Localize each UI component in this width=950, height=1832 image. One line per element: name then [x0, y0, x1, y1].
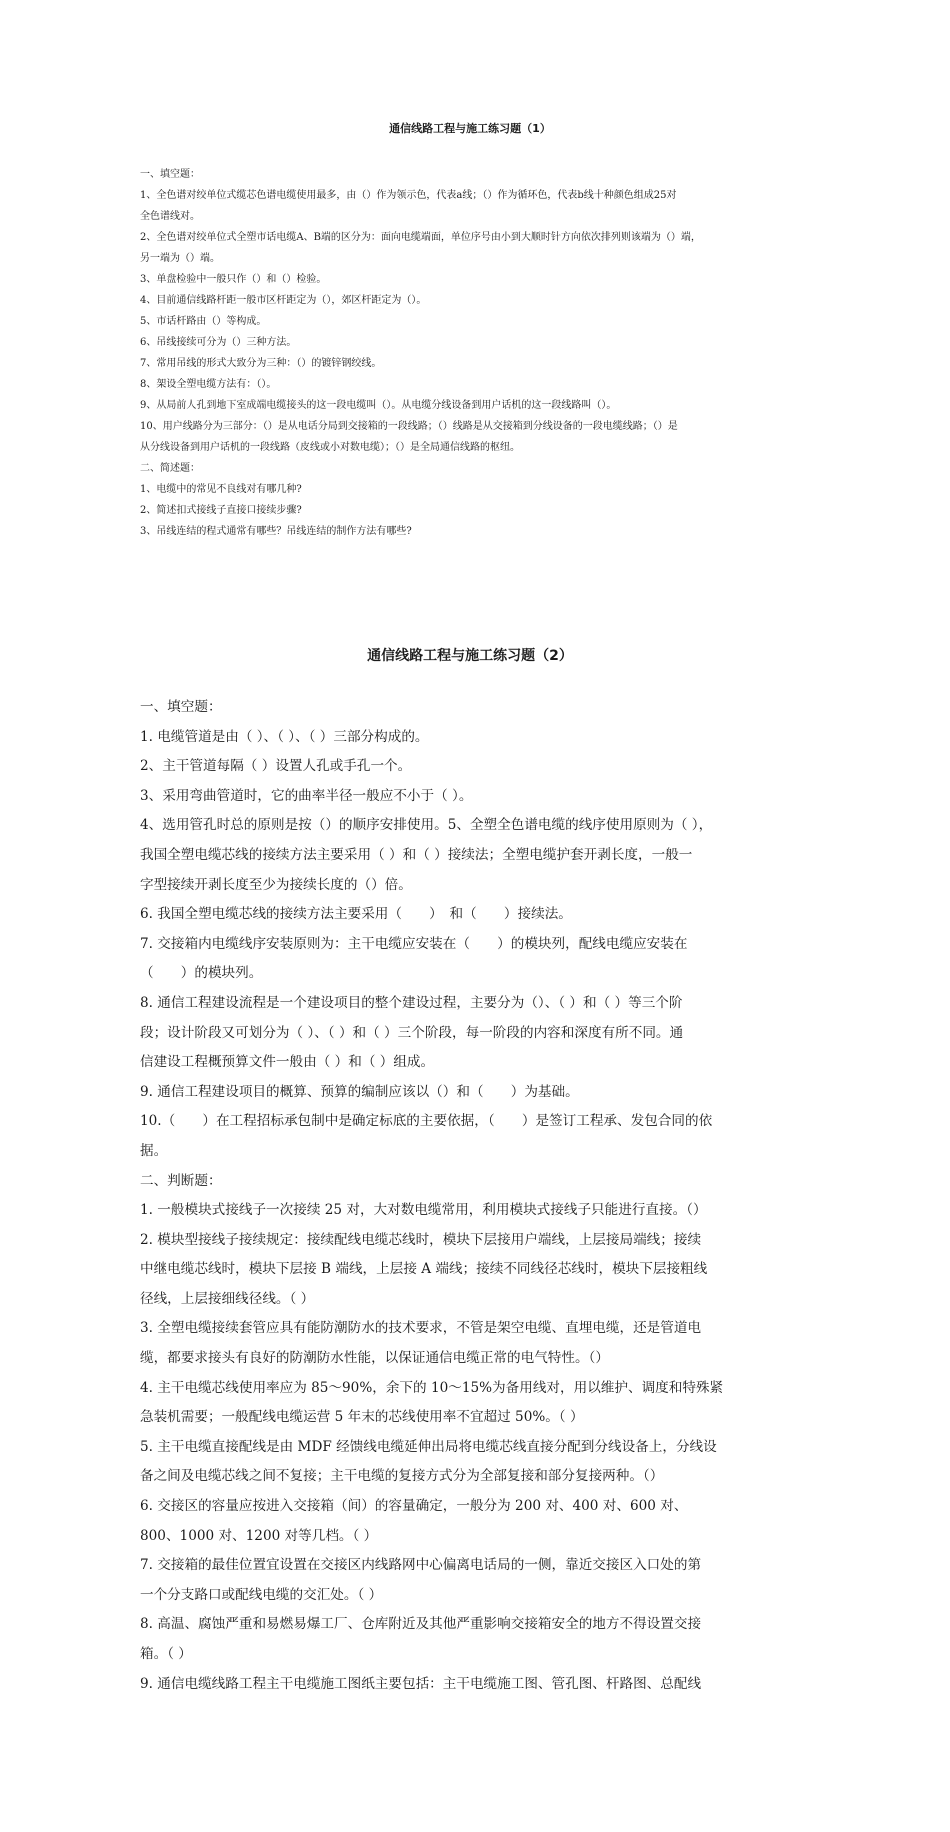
text-line: 8. 通信工程建设流程是一个建设项目的整个建设过程，主要分为（）、（ ）和（ ）等三个阶: [140, 994, 683, 1011]
text-line: 2、主干管道每隔（ ）设置人孔或手孔一个。: [140, 758, 412, 775]
text-line: 1. 一般模块式接线子一次接续 25 对，大对数电缆常用，利用模块式接线子只能进行直接。（）: [140, 1202, 707, 1219]
fill-section-heading: 一、填空题：: [140, 169, 200, 180]
fill-section-heading: 一、填空题：: [140, 699, 222, 715]
text-line: 径线，上层接细线径线。（ ）: [140, 1290, 315, 1307]
short-question-2: 2、简述扣式接线子直接口接续步骤?: [140, 505, 302, 516]
text-line: 7. 交接箱内电缆线序安装原则为：主干电缆应安装在（ ）的模块列，配线电缆应安装在: [140, 935, 688, 952]
text-line: 一个分支路口或配线电缆的交汇处。（ ）: [140, 1586, 383, 1603]
text-line: 急装机需要；一般配线电缆运营 5 年末的芯线使用率不宜超过 50%。（ ）: [140, 1409, 584, 1426]
text-line: 3. 全塑电缆接续套管应具有能防潮防水的技术要求，不管是架空电缆、直埋电缆，还是管道电: [140, 1320, 702, 1337]
text-line: （ ）的模块列。: [140, 965, 263, 982]
text-line: 我国全塑电缆芯线的接续方法主要采用（ ）和（ ）接续法；全塑电缆护套开剥长度，一般一: [140, 846, 693, 863]
exercise-1-title: 通信线路工程与施工练习题（1）: [389, 122, 551, 135]
text-line: 备之间及电缆芯线之间不复接；主干电缆的复接方式分为全部复接和部分复接两种。（）: [140, 1468, 664, 1485]
text-line: 4. 主干电缆芯线使用率应为 85～90%，余下的 10～15%为备用线对，用以维护、调度和特殊紧: [140, 1379, 724, 1396]
text-line: 9. 通信工程建设项目的概算、预算的编制应该以（）和（ ）为基础。: [140, 1083, 579, 1100]
question-4: 4、目前通信线路杆距一般市区杆距定为（），郊区杆距定为（）。: [140, 295, 427, 306]
text-line: 2. 模块型接线子接续规定：接续配线电缆芯线时，模块下层接用户端线，上层接局端线；接续: [140, 1231, 702, 1248]
text-line: 4、选用管孔时总的原则是按（）的顺序安排使用。5、全塑全色谱电缆的线序使用原则为（ ），: [140, 817, 713, 834]
text-line: 中继电缆芯线时，模块下层接 B 端线，上层接 A 端线；接续不同线径芯线时，模块下层接粗线: [140, 1261, 708, 1278]
text-line: 缆，都要求接头有良好的防潮防水性能，以保证通信电缆正常的电气特性。（）: [140, 1350, 609, 1367]
question-8: 8、架设全塑电缆方法有：（）。: [140, 379, 277, 390]
text-line: 5. 主干电缆直接配线是由 MDF 经馈线电缆延伸出局将电缆芯线直接分配到分线设备上，分线设: [140, 1438, 717, 1455]
text-line: 6. 交接区的容量应按进入交接箱（间）的容量确定，一般分为 200 对、400 对、600 对、: [140, 1498, 688, 1515]
question-2-line-1: 2、全色谱对绞单位式全塑市话电缆A、B端的区分为：面向电缆端面，单位序号由小到大顺时针方向依次排列则该端为（）端，: [140, 232, 701, 243]
question-6: 6、吊线接续可分为（）三种方法。: [140, 337, 297, 348]
question-1-line-1: 1、全色谱对绞单位式缆芯色谱电缆使用最多，由（）作为领示色，代表a线；（）作为循环色，代表b线十种颜色组成25对: [140, 190, 677, 201]
text-line: 7. 交接箱的最佳位置宜设置在交接区内线路网中心偏离电话局的一侧，靠近交接区入口处的第: [140, 1557, 702, 1574]
text-line: 字型接续开剥长度至少为接续长度的（）倍。: [140, 876, 412, 893]
question-1-line-2: 全色谱线对。: [140, 211, 200, 222]
short-question-1: 1、电缆中的常见不良线对有哪几种?: [140, 484, 302, 495]
text-line: 8. 高温、腐蚀严重和易燃易爆工厂、仓库附近及其他严重影响交接箱安全的地方不得设置交接: [140, 1616, 702, 1633]
text-line: 3、采用弯曲管道时，它的曲率半径一般应不小于（ ）。: [140, 787, 473, 804]
text-line: 1. 电缆管道是由（ ）、（ ）、（ ）三部分构成的。: [140, 728, 429, 745]
text-line: 段；设计阶段又可划分为（ ）、（ ）和（ ）三个阶段，每一阶段的内容和深度有所不同。通: [140, 1024, 684, 1041]
question-9: 9、从局前人孔到地下室成端电缆接头的这一段电缆叫（）。从电缆分线设备到用户话机的这一段线路叫（）。: [140, 400, 617, 411]
text-line: 箱。（ ）: [140, 1646, 192, 1662]
question-10-line-2: 从分线设备到用户话机的一段线路（皮线或小对数电缆）；（）是全局通信线路的枢纽。: [140, 442, 520, 453]
question-7: 7、常用吊线的形式大致分为三种：（）的镀锌钢绞线。: [140, 358, 382, 369]
text-line: 据。: [140, 1142, 168, 1159]
text-line: 800、1000 对、1200 对等几档。（ ）: [140, 1527, 378, 1544]
question-2-line-2: 另一端为（）端。: [140, 253, 220, 264]
short-answer-heading: 二、简述题：: [140, 463, 200, 474]
text-line: 9. 通信电缆线路工程主干电缆施工图纸主要包括：主干电缆施工图、管孔图、杆路图、总配线: [140, 1675, 702, 1692]
exercise-1: [140, 120, 800, 542]
text-line: 信建设工程概预算文件一般由（ ）和（ ）组成。: [140, 1054, 435, 1071]
text-line: 6. 我国全塑电缆芯线的接续方法主要采用（ ） 和（ ）接续法。: [140, 906, 572, 923]
exercise-2-title: 通信线路工程与施工练习题（2）: [367, 648, 573, 664]
question-3: 3、单盘检验中一般只作（）和（）检验。: [140, 274, 327, 285]
exercise-2: [140, 645, 800, 1699]
question-5: 5、市话杆路由（）等构成。: [140, 316, 267, 327]
judge-section-heading: 二、判断题：: [140, 1172, 222, 1189]
question-10-line-1: 10、用户线路分为三部分：（）是从电话分局到交接箱的一段线路；（）线路是从交接箱到分线设备的一段电缆线路；（）是: [140, 421, 678, 432]
short-question-3: 3、吊线连结的程式通常有哪些？吊线连结的制作方法有哪些?: [140, 526, 412, 537]
text-line: 10.（ ）在工程招标承包制中是确定标底的主要依据，（ ）是签订工程承、发包合同的依: [140, 1113, 713, 1130]
